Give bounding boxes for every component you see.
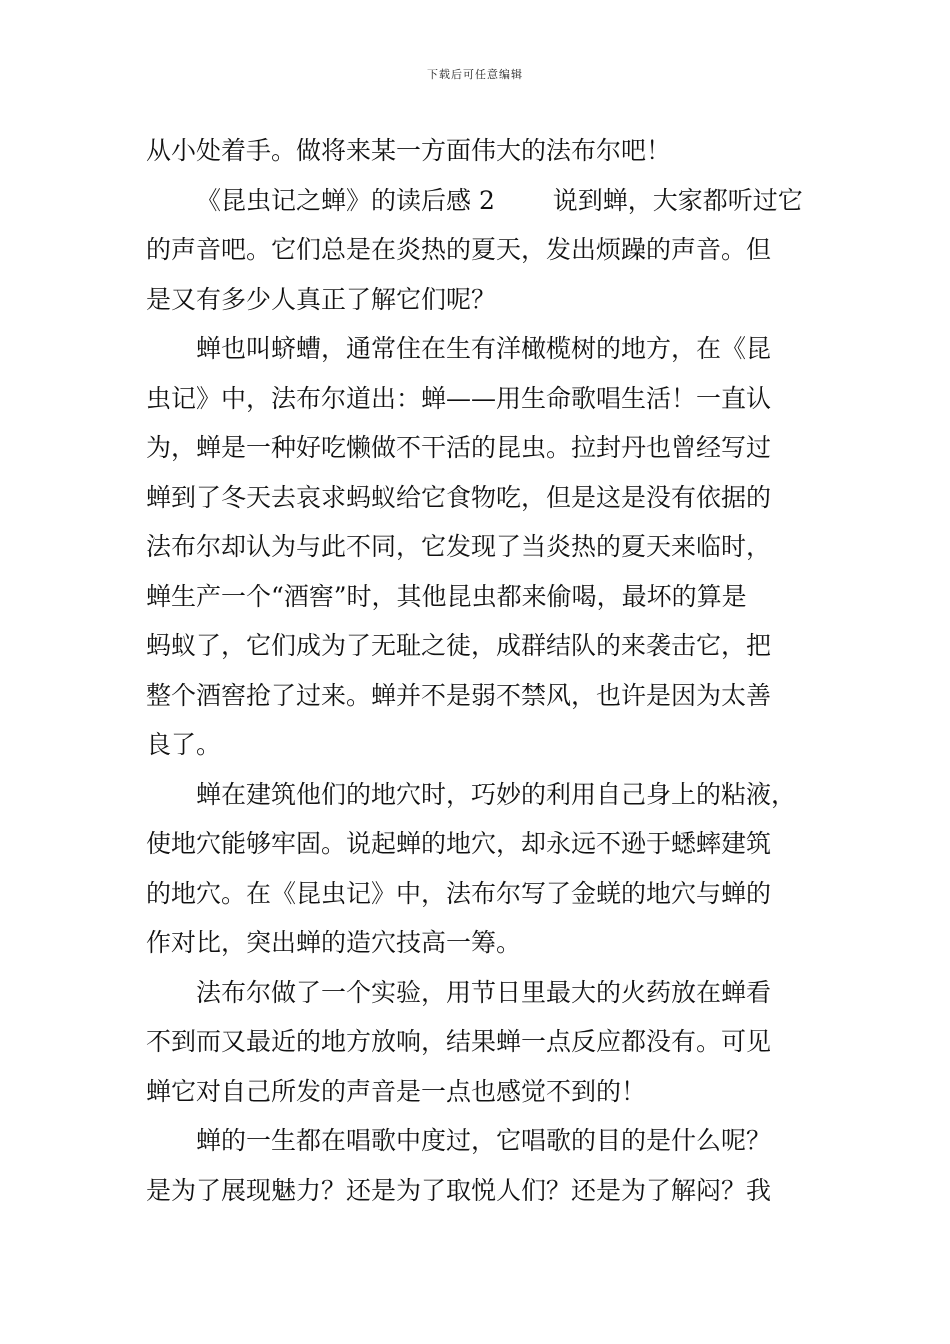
page-header: 下载后可任意编辑 bbox=[427, 68, 523, 81]
text-line: 《昆虫记之蝉》的读后感 2 说到蝉，大家都听过它 bbox=[196, 185, 803, 215]
text-line: 蚂蚁了，它们成为了无耻之徒，成群结队的来袭击它，把 bbox=[146, 631, 772, 660]
text-line: 的声音吧。它们总是在炎热的夏天，发出烦躁的声音。但 bbox=[146, 235, 772, 264]
text-line: 法布尔做了一个实验，用节日里最大的火药放在蝉看 bbox=[196, 977, 772, 1007]
text-line: 是为了展现魅力？还是为了取悦人们？还是为了解闷？我 bbox=[146, 1175, 772, 1205]
text-line: 蝉生产一个“酒窖”时，其他昆虫都来偷喝，最坏的算是 bbox=[146, 581, 747, 611]
text-line: 蝉的一生都在唱歌中度过，它唱歌的目的是什么呢？ bbox=[196, 1126, 772, 1155]
text-line: 法布尔却认为与此不同，它发现了当炎热的夏天来临时， bbox=[146, 532, 772, 561]
text-line: 是又有多少人真正了解它们呢？ bbox=[146, 284, 497, 314]
text-line: 整个酒窖抢了过来。蝉并不是弱不禁风，也许是因为太善 bbox=[146, 680, 772, 710]
text-line: 从小处着手。做将来某一方面伟大的法布尔吧！ bbox=[146, 136, 672, 165]
text-line: 为，蝉是一种好吃懒做不干活的昆虫。拉封丹也曾经写过 bbox=[146, 433, 772, 462]
text-line: 蝉也叫蛴螬，通常住在生有洋橄榄树的地方，在《昆 bbox=[196, 334, 772, 363]
text-line: 蝉它对自己所发的声音是一点也感觉不到的！ bbox=[146, 1076, 647, 1106]
text-line: 不到而又最近的地方放响，结果蝉一点反应都没有。可见 bbox=[146, 1027, 772, 1056]
text-line: 使地穴能够牢固。说起蝉的地穴，却永远不逊于蟋蟀建筑 bbox=[146, 829, 772, 858]
text-line: 作对比，突出蝉的造穴技高一筹。 bbox=[146, 928, 522, 957]
document-body bbox=[146, 126, 822, 1215]
text-line: 良了。 bbox=[146, 730, 222, 759]
text-line: 虫记》中，法布尔道出：蝉——用生命歌唱生活！一直认 bbox=[146, 383, 772, 413]
text-line: 蝉在建筑他们的地穴时，巧妙的利用自己身上的粘液， bbox=[196, 779, 797, 809]
text-line: 的地穴。在《昆虫记》中，法布尔写了金蜣的地穴与蝉的 bbox=[146, 878, 772, 908]
text-line: 蝉到了冬天去哀求蚂蚁给它食物吃，但是这是没有依据的 bbox=[146, 482, 772, 512]
